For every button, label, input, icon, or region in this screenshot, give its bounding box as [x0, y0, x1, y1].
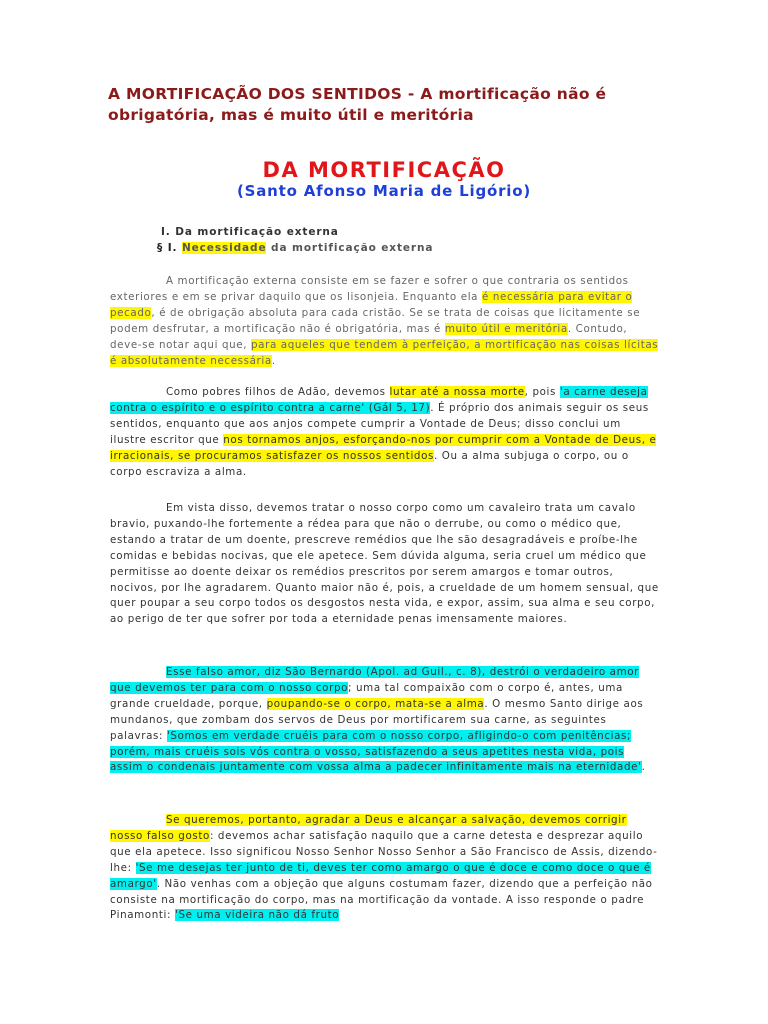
paragraph-4: [110, 665, 660, 776]
paragraph-text: : devemos achar satisfação naquilo que a carne detesta e desprezar aquilo que ela apetece. Isso significou Nosso Senhor Nosso Senhor a São Francisco de Assis, dizendo-lhe:: [110, 829, 658, 874]
paragraph-text: . Contudo, deve-se notar aqui que,: [110, 322, 628, 351]
page-title: A MORTIFICAÇÃO DOS SENTIDOS - A mortificação não é obrigatória, mas é muito útil e meritória: [108, 85, 607, 124]
highlighted-text: 'a carne deseja contra o espírito e o espírito contra a carne' (Gál 5, 17): [110, 386, 648, 414]
highlighted-text: lutar até a nossa morte: [389, 386, 525, 398]
paragraph-text: , pois: [524, 386, 560, 398]
subsection-prefix: § I.: [157, 242, 182, 254]
paragraph-text: . Não venhas com a objeção que alguns costumam fazer, dizendo que a perfeição não consiste na mortificação do corpo, mas na mortificação da vontade. A isso responde o padre Pinamonti:: [110, 877, 653, 922]
paragraph-text: . É próprio dos animais seguir os seus sentidos, enquanto que aos anjos compete cumprir a Vontade de Deus; disso conclui um ilustre escritor que: [110, 401, 649, 446]
paragraph-text: . O mesmo Santo dirige aos mundanos, que zombam dos servos de Deus por mortificarem sua carne, as seguintes palavras:: [110, 697, 644, 742]
paragraph-2: [110, 385, 660, 480]
highlighted-text: nos tornamos anjos, esforçando-nos por cumprir com a Vontade de Deus, e irracionais, se procuramos satisfazer os nossos sentidos: [110, 433, 657, 462]
subsection-rest: da mortificação externa: [266, 242, 434, 254]
highlighted-text: é necessária para evitar o pecado: [110, 290, 633, 319]
section-heading: I. Da mortificação externa: [161, 226, 339, 238]
highlighted-text: Esse falso amor, diz São Bernardo (Apol. ad Guil., c. 8), destrói o verdadeiro amor que devemos ter para com o nosso corpo: [110, 666, 639, 694]
subsection-heading: [157, 241, 433, 255]
highlighted-text: para aqueles que tendem à perfeição, a mortificação nas coisas lícitas é absolutamente necessária: [110, 338, 659, 367]
paragraph-text: A mortificação externa consiste em se fazer e sofrer o que contraria os sentidos exteriores e em se privar daquilo que os lisonjeia. Enquanto ela: [110, 275, 629, 303]
paragraph-text: Em vista disso, devemos tratar o nosso corpo como um cavaleiro trata um cavalo bravio, puxando-lhe fortemente a rédea para que não o derrube, ou como o médico que, estando a tratar de um doente, prescreve remédios que lhe são desagradáveis e proíbe-lhe comidas e bebidas nocivas, que ele apetece. Sem dúvida alguma, seria cruel um médico que permitisse ao doente deixar os remédios prescritos por serem amargos e tomar outros, nocivos, por lhe agradarem. Quanto maior não é, pois, a crueldade de um homem sensual, que quer poupar a seu corpo todos os desgostos nesta vida, e expor, assim, sua alma e seu corpo, ao perigo de ter que sofrer por toda a eternidade penas imensamente maiores.: [110, 502, 659, 626]
paragraph-text: . Ou a alma subjuga o corpo, ou o corpo escraviza a alma.: [110, 449, 629, 478]
paragraph-3: [110, 501, 660, 628]
paragraph-text: Como pobres filhos de Adão, devemos: [166, 386, 390, 398]
highlighted-text: muito útil e meritória: [444, 322, 568, 335]
paragraph-1: [110, 274, 660, 369]
highlighted-text: poupando-se o corpo, mata-se a alma: [266, 697, 485, 710]
paragraph-text: ; uma tal compaixão com o corpo é, antes, uma grande crueldade, porque,: [110, 681, 623, 710]
subsection-highlight: Necessidade: [181, 242, 267, 254]
paragraph-5: [110, 813, 660, 924]
paragraph-text: .: [271, 354, 276, 367]
highlighted-text: 'Se uma videira não dá fruto: [175, 909, 340, 922]
paragraph-text: .: [641, 761, 646, 774]
paragraph-text: , é de obrigação absoluta para cada cristão. Se se trata de coisas que licitamente se podem desfrutar, a mortificação não é obrigatória, mas é: [110, 306, 641, 335]
highlighted-text: Se queremos, portanto, agradar a Deus e alcançar a salvação, devemos corrigir nosso falso gosto: [110, 814, 627, 842]
main-heading: DA MORTIFICAÇÃO: [262, 158, 506, 182]
author-line: (Santo Afonso Maria de Ligório): [236, 182, 532, 200]
highlighted-text: 'Somos em verdade cruéis para com o nosso corpo, afligindo-o com penitências; porém, mais cruéis sois vós contra o vosso, satisfazendo a seus apetites nesta vida, pois assim o condenais juntamente com vossa alma a padecer infinitamente mais na eternidade': [110, 729, 642, 774]
highlighted-text: 'Se me desejas ter junto de ti, deves ter como amargo o que é doce e como doce o que é amargo': [110, 861, 651, 890]
